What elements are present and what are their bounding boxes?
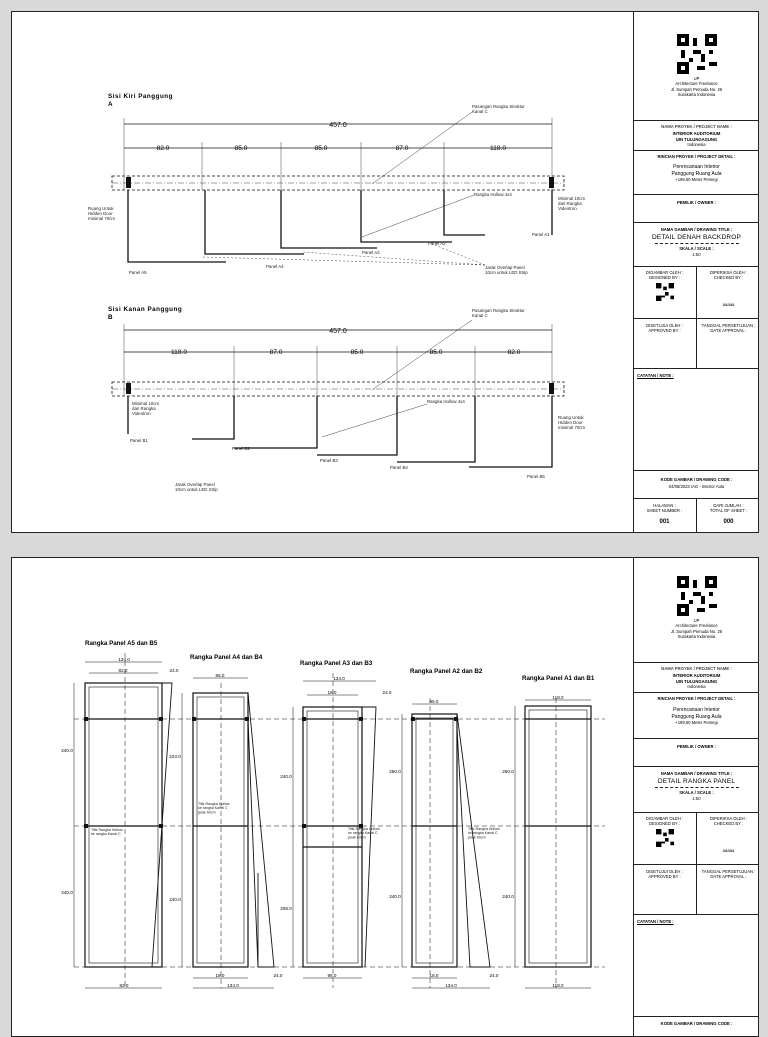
note-line: dari Rangka: [132, 406, 156, 412]
drawing-title: DETAIL RANGKA PANEL: [657, 778, 736, 786]
dim-text: 95.0: [429, 699, 439, 704]
note-line: Ruang Untuk: [88, 206, 114, 211]
note-line: jarak 60cm: [468, 835, 486, 840]
note-line: Hidden Door: [558, 420, 583, 426]
dim-text: 134.0: [118, 657, 130, 662]
project-detail-line: Perencanaan Interior: [673, 164, 720, 171]
panel-frame-svg: [12, 558, 633, 1037]
notes-label: CATATAN / NOTE :: [637, 919, 674, 924]
side-a-struct-note: [472, 104, 525, 114]
project-detail-line: Panggung Ruang Aula: [671, 170, 722, 177]
firm-line: UP: [693, 76, 700, 81]
owner-label: PEMILIK / OWNER :: [676, 744, 717, 749]
note-line: Minimal 10cm: [132, 401, 160, 406]
side-b-title: Sisi Kanan Panggung: [108, 306, 183, 313]
dim-text: 240.0: [389, 894, 401, 899]
firm-block: [633, 12, 759, 120]
checked-by-label: DIPERIKSA OLEH : CHECKED BY :: [709, 816, 747, 827]
firm-line: UP: [693, 618, 700, 623]
dim-text: 85.0: [215, 673, 225, 678]
note-line: Minimal 10cm: [558, 196, 586, 201]
qr-code-icon: [677, 576, 717, 616]
note-line: 10cm untuk LED Strip: [485, 270, 528, 276]
notes-label: CATATAN / NOTE :: [637, 373, 674, 378]
side-a-minimal-note: [558, 196, 585, 211]
project-country: Indonesia: [687, 141, 706, 147]
drawing-title-block: [633, 766, 759, 812]
checked-by-value: aaaaa: [722, 302, 735, 307]
note-line: jarak 60cm: [348, 835, 366, 840]
drawing-code-block: [633, 470, 759, 498]
project-name-line: UIN TULUNGAGUNG: [675, 136, 718, 142]
sheet-number: 001: [659, 519, 670, 525]
note-line: Ruang Untuk: [558, 415, 584, 420]
panel-a4-label: Panel A4: [266, 264, 284, 269]
dim-text: 82.0: [118, 668, 128, 673]
project-detail-line: +199,50 Meter Persegi: [675, 176, 718, 182]
project-name-label: NAMA PROYEK / PROJECT NAME :: [661, 124, 732, 129]
designed-checked-block: [633, 812, 759, 864]
total-sheet-label: DARI JUMLAH : TOTAL OF SHEET :: [709, 503, 748, 514]
firm-line: Surakarta Indonesia: [677, 633, 716, 639]
dim-text: 260.0: [389, 769, 401, 774]
dim-text: 240.0: [502, 894, 514, 899]
panel-5-title: Rangka Panel A5 dan B5: [85, 640, 158, 647]
dim-text: 24.0: [489, 973, 499, 978]
drawing-title-label: NAMA GAMBAR / DRAWING TITLE :: [660, 227, 733, 232]
note-line: minimal 70cm: [88, 216, 116, 222]
note-line: Jarak Overlap Panel: [175, 482, 215, 487]
project-detail-block: [633, 692, 759, 738]
note-line: Titik Rangka Hollow: [91, 828, 123, 832]
dim-text: 134.0: [227, 983, 239, 988]
side-a-hollow-note: Rangka Hollow 4x4: [474, 192, 512, 197]
approved-by-label: DISETUJUI OLEH : APPROVED BY :: [646, 323, 683, 334]
dim-text: 118.0: [552, 983, 564, 988]
side-b-total-dim: 457.0: [329, 328, 347, 335]
project-detail-line: Perencanaan Interior: [673, 707, 720, 714]
note-line: minimal 70cm: [558, 425, 586, 431]
dim-text: 134.0: [445, 983, 457, 988]
dim-text: 208.0: [280, 906, 292, 911]
side-a-dim-5: 118.0: [489, 145, 507, 152]
drawing-title: DETAIL DENAH BACKDROP: [651, 234, 742, 242]
panel-2-title: Rangka Panel A2 dan B2: [410, 668, 483, 675]
note-line: Kanal C: [472, 109, 488, 115]
approval-date-label: TANGGAL PERSETUJUAN : DATE APPROVAL :: [701, 323, 756, 334]
owner-label: PEMILIK / OWNER :: [676, 200, 717, 205]
project-name-block: [633, 120, 759, 150]
approval-block: [633, 318, 759, 368]
approval-block: [633, 864, 759, 914]
title-block: [633, 12, 759, 532]
side-b-dim-4: 85.0: [429, 349, 443, 356]
qr-code-icon: [677, 34, 717, 74]
side-b-overlap-note: [175, 482, 218, 492]
note-line: Titik Rangka Hollow: [348, 827, 380, 831]
panel-a3-label: Panel A3: [362, 250, 380, 255]
notes-block: [633, 368, 759, 470]
dim-text: 134.0: [333, 676, 345, 681]
project-name-line: UIN TULUNGAGUNG: [675, 678, 718, 684]
joint-note-5: [91, 828, 123, 836]
dim-text: 240.0: [169, 897, 181, 902]
note-line: Titik Rangka Hollow: [198, 802, 230, 806]
joint-note-2: [467, 827, 500, 839]
side-b-minimal-note: [132, 401, 159, 416]
panel-b4-label: Panel B4: [390, 465, 408, 470]
firm-line: Architecture Freelance: [675, 81, 718, 87]
note-line: ke rangka Kanal C: [468, 831, 498, 836]
panel-3-title: Rangka Panel A3 dan B3: [300, 660, 373, 667]
project-name-line: INTERIOR AUDITORIUM: [672, 673, 721, 679]
note-line: jarak 60cm: [198, 810, 216, 815]
project-detail-line: Panggung Ruang Aula: [671, 713, 722, 720]
dim-text: 260.0: [502, 769, 514, 774]
dim-text: 82.0: [119, 983, 129, 988]
project-country: Indonesia: [687, 683, 706, 689]
drawing-code-label: KODE GAMBAR / DRAWING CODE :: [660, 1021, 733, 1026]
drawing-title-block: [633, 222, 759, 266]
side-b-dim-1: 118.0: [170, 349, 188, 356]
owner-block: [633, 194, 759, 222]
note-line: Kanal C: [472, 313, 488, 319]
side-b-dim-3: 85.0: [350, 349, 364, 356]
project-name-label: NAMA PROYEK / PROJECT NAME :: [661, 666, 732, 671]
side-b-hidden-door-note: [558, 415, 585, 430]
drawing-sheet-2: [11, 557, 759, 1037]
backdrop-plan-svg: [12, 12, 633, 533]
scale-value: 1:50: [692, 795, 701, 801]
side-a-dim-1: 82.0: [156, 145, 170, 152]
panel-b3-label: Panel B3: [320, 458, 338, 463]
frame-drawing-area: [12, 558, 634, 1036]
checked-by-label: DIPERIKSA OLEH : CHECKED BY :: [709, 270, 747, 281]
panel-1-title: Rangka Panel A1 dan B1: [522, 675, 595, 682]
designed-by-label: DIGAMBAR OLEH : DESIGNED BY :: [645, 270, 684, 281]
scale-label: SKALA / SCALE :: [679, 790, 714, 796]
project-name-line: INTERIOR AUDITORIUM: [672, 131, 721, 137]
firm-line: Surakarta Indonesia: [677, 91, 716, 97]
side-a-dim-3: 85.0: [314, 145, 328, 152]
dim-text: 223.0: [169, 754, 181, 759]
owner-block: [633, 738, 759, 766]
side-b-struct-note: [472, 308, 525, 318]
scale-label: SKALA / SCALE :: [679, 246, 714, 252]
note-line: 10cm untuk LED Strip: [175, 487, 218, 493]
project-name-block: [633, 662, 759, 692]
side-a-title: Sisi Kiri Panggung: [108, 93, 173, 100]
note-line: ke rangka Kanal C: [198, 806, 228, 811]
plan-drawing-area: [12, 12, 634, 532]
dim-text: 24.0: [273, 973, 283, 978]
side-b-dim-5: 82.0: [507, 349, 521, 356]
signature-qr-icon: [656, 829, 674, 847]
joint-note-4: [197, 802, 230, 814]
side-b-sub: B: [108, 314, 113, 321]
dim-text: 24.0: [382, 690, 392, 695]
note-line: Hidden Door: [88, 211, 113, 217]
firm-line: Architecture Freelance: [675, 623, 718, 629]
signature-qr-icon: [656, 283, 674, 301]
dim-text: 240.0: [61, 748, 73, 753]
panel-a5-label: Panel A5: [129, 270, 147, 275]
dim-text: 95.0: [327, 973, 337, 978]
drawing-sheet-1: [11, 11, 759, 533]
project-detail-label: RINCIAN PROYEK / PROJECT DETAIL :: [657, 696, 736, 701]
panel-b5-label: Panel B5: [527, 474, 545, 479]
side-b-dim-2: 87.0: [269, 349, 283, 356]
side-a-sub: A: [108, 101, 113, 108]
note-line: ke rangka Kanal C: [348, 831, 378, 836]
dim-text: 118.0: [552, 695, 564, 700]
panel-4-title: Rangka Panel A4 dan B4: [190, 654, 263, 661]
dim-text: 240.0: [61, 890, 73, 895]
note-line: Videotron: [558, 206, 577, 212]
firm-line: Jl. Sumpah Pemuda No. 26: [670, 86, 723, 92]
note-line: Pasangan Rangka Struktur: [472, 308, 525, 313]
firm-line: Jl. Sumpah Pemuda No. 26: [670, 628, 723, 634]
drawing-code-label: KODE GAMBAR / DRAWING CODE :: [660, 477, 733, 482]
side-a-dim-4: 87.0: [395, 145, 409, 152]
title-block: [633, 558, 759, 1036]
drawing-title-label: NAMA GAMBAR / DRAWING TITLE :: [660, 771, 733, 776]
dim-text: 24.0: [169, 668, 179, 673]
firm-block: [633, 558, 759, 662]
side-a-hidden-door-note: [88, 206, 115, 221]
side-a-total-dim: 457.0: [329, 122, 347, 129]
note-line: Jarak Overlap Panel: [485, 265, 525, 270]
note-line: Videotron: [132, 411, 151, 417]
checked-by-value: aaaaa: [722, 848, 735, 853]
drawing-code: 04/08/2023 IAG - Interior Aula: [668, 484, 725, 490]
project-detail-line: +199,50 Meter Persegi: [675, 719, 718, 725]
note-line: Pasangan Rangka Struktur: [472, 104, 525, 109]
total-sheet: 000: [723, 519, 734, 525]
panel-b1-label: Panel B1: [130, 438, 148, 443]
project-detail-label: RINCIAN PROYEK / PROJECT DETAIL :: [657, 154, 736, 159]
notes-block: [633, 914, 759, 1016]
drawing-code-block: [633, 1016, 759, 1037]
panel-b2-label: Panel B2: [232, 446, 250, 451]
note-line: dari Rangka: [558, 201, 582, 207]
note-line: ke rangka Kanal C: [91, 832, 121, 837]
side-a-dim-2: 85.0: [234, 145, 248, 152]
scale-value: 1:50: [692, 251, 701, 257]
sheet-number-block: [633, 498, 759, 533]
approved-by-label: DISETUJUI OLEH : APPROVED BY :: [646, 869, 683, 880]
panel-a2-label: Panel A2: [428, 241, 446, 246]
joint-note-3: [347, 827, 380, 839]
dim-text: 240.0: [280, 774, 292, 779]
side-a-overlap-note: [485, 265, 528, 275]
designed-by-label: DIGAMBAR OLEH : DESIGNED BY :: [645, 816, 684, 827]
approval-date-label: TANGGAL PERSETUJUAN : DATE APPROVAL :: [701, 869, 756, 880]
designed-checked-block: [633, 266, 759, 318]
dim-text: 18.0: [429, 973, 439, 978]
panel-a1-label: Panel A1: [532, 232, 550, 237]
note-line: Titik Rangka Hollow: [468, 827, 500, 831]
dim-text: 18.0: [215, 973, 225, 978]
side-b-hollow-note: Rangka Hollow 4x4: [427, 399, 465, 404]
dim-text: 18.0: [327, 690, 337, 695]
project-detail-block: [633, 150, 759, 194]
sheet-number-label: HALAMAN : SHEET NUMBER :: [646, 503, 683, 514]
